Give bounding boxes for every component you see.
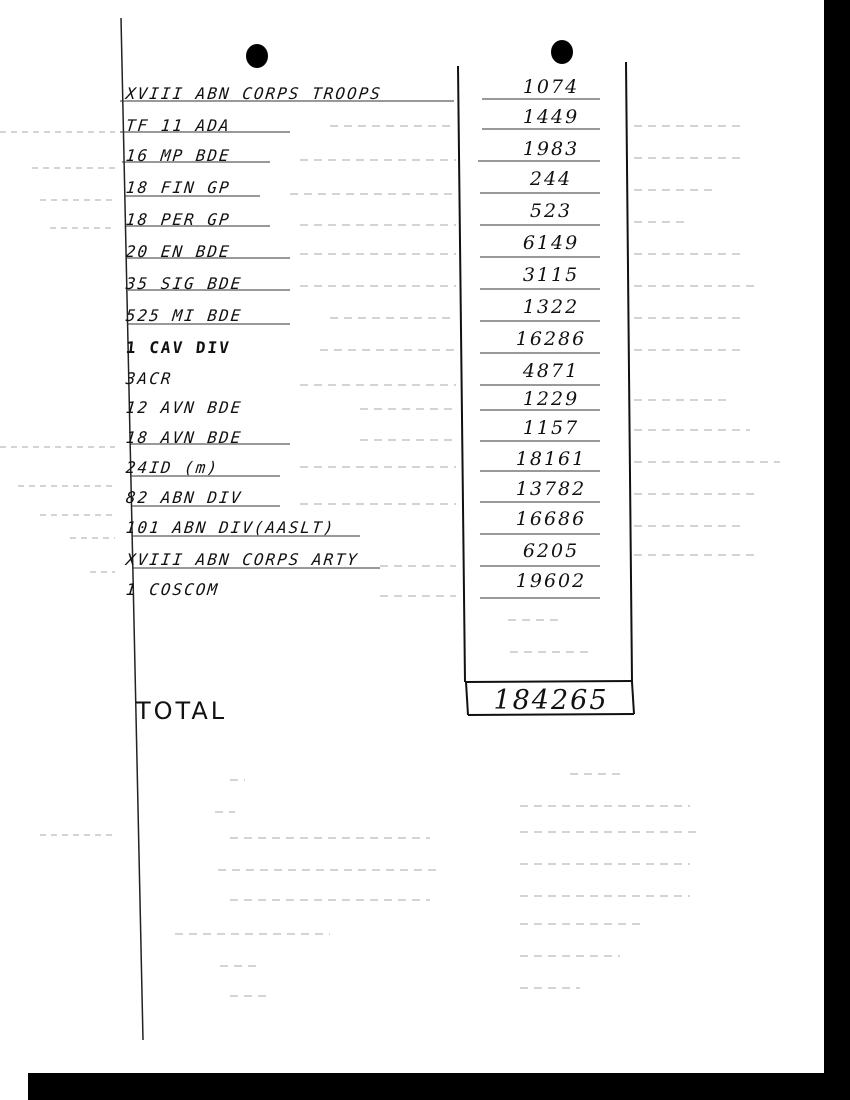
scan-edge-bottom xyxy=(28,1073,850,1100)
unit-label: 1 CAV DIV xyxy=(125,338,232,357)
unit-strength: 13782 xyxy=(515,478,587,500)
binder-hole-right xyxy=(551,40,573,64)
unit-label: 101 ABN DIV(AASLT) xyxy=(125,518,337,537)
unit-strength: 523 xyxy=(529,200,573,222)
unit-strength: 1074 xyxy=(522,76,580,98)
unit-label: 20 EN BDE xyxy=(125,242,232,261)
total-value: 184265 xyxy=(493,685,609,716)
unit-label: 18 AVN BDE xyxy=(125,428,244,447)
unit-strength: 1229 xyxy=(522,388,580,410)
unit-strength: 1322 xyxy=(522,296,580,318)
unit-label: 525 MI BDE xyxy=(125,306,244,325)
unit-strength: 16286 xyxy=(515,328,587,350)
unit-label: 35 SIG BDE xyxy=(125,274,244,293)
unit-strength: 3115 xyxy=(522,264,580,286)
unit-label: TF 11 ADA xyxy=(125,116,232,135)
unit-strength: 18161 xyxy=(515,448,587,470)
scan-edge-right xyxy=(824,0,850,1100)
unit-label: 12 AVN BDE xyxy=(125,398,244,417)
unit-strength: 1157 xyxy=(522,417,580,439)
unit-strength: 1449 xyxy=(522,106,580,128)
total-label: TOTAL xyxy=(136,697,228,725)
unit-strength: 1983 xyxy=(522,138,580,160)
unit-strength: 6149 xyxy=(522,232,580,254)
unit-strength: 6205 xyxy=(522,540,580,562)
unit-label: 1 COSCOM xyxy=(125,580,221,599)
unit-strength: 16686 xyxy=(515,508,587,530)
unit-label: 3ACR xyxy=(125,369,174,388)
unit-label: 18 PER GP xyxy=(125,210,232,229)
unit-label: 18 FIN GP xyxy=(125,178,232,197)
unit-label: XVIII ABN CORPS ARTY xyxy=(125,550,360,569)
unit-strength: 19602 xyxy=(515,570,587,592)
unit-label: 24ID (m) xyxy=(125,458,221,477)
binder-hole-left xyxy=(246,44,268,68)
unit-strength: 244 xyxy=(529,168,573,190)
unit-strength: 4871 xyxy=(522,360,580,382)
unit-label: 82 ABN DIV xyxy=(125,488,244,507)
unit-label: 16 MP BDE xyxy=(125,146,232,165)
unit-label: XVIII ABN CORPS TROOPS xyxy=(125,84,383,103)
